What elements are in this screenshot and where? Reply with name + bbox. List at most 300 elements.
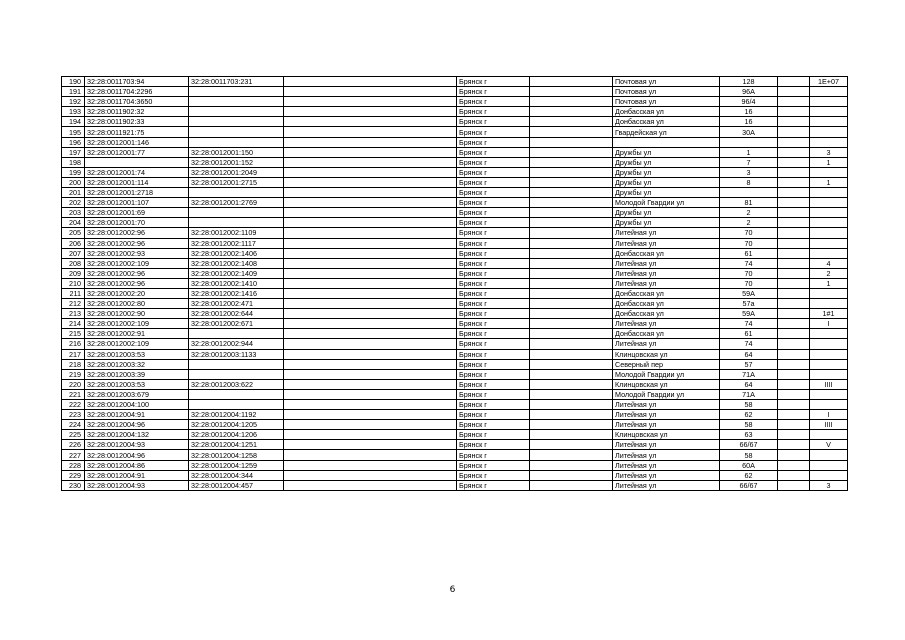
blank-cell-cell: [284, 198, 457, 208]
blank-cell-cell: [284, 218, 457, 228]
house-number-cell: 96/4: [720, 97, 778, 107]
extra-value-cell: [810, 299, 848, 309]
cadastral-number-cell: 32:28:0012003:39: [85, 369, 189, 379]
city-cell: Брянск г: [457, 208, 530, 218]
cadastral-number-cell: 32:28:0011902:32: [85, 107, 189, 117]
blank-cell-cell: [530, 157, 613, 167]
table-body: [62, 77, 848, 491]
blank-cell-cell: [284, 379, 457, 389]
extra-value-cell: I: [810, 319, 848, 329]
blank-cell-cell: [530, 238, 613, 248]
linked-cadastral-number-cell: 32:28:0012003:1133: [189, 349, 284, 359]
blank-cell-cell: [778, 480, 810, 490]
blank-cell-cell: [284, 369, 457, 379]
blank-cell-cell: [778, 420, 810, 430]
street-cell: Клинцовская ул: [613, 349, 720, 359]
row-number-cell: 218: [62, 359, 85, 369]
linked-cadastral-number-cell: 32:28:0012002:944: [189, 339, 284, 349]
row-number-cell: 201: [62, 188, 85, 198]
table-row: [62, 299, 848, 309]
house-number-cell: 70: [720, 268, 778, 278]
blank-cell-cell: [284, 288, 457, 298]
linked-cadastral-number-cell: [189, 208, 284, 218]
street-cell: Литейная ул: [613, 319, 720, 329]
table-row: [62, 198, 848, 208]
blank-cell-cell: [530, 218, 613, 228]
blank-cell-cell: [284, 430, 457, 440]
house-number-cell: 61: [720, 248, 778, 258]
table-row: [62, 319, 848, 329]
city-cell: Брянск г: [457, 198, 530, 208]
street-cell: Клинцовская ул: [613, 379, 720, 389]
street-cell: Литейная ул: [613, 278, 720, 288]
table-row: [62, 127, 848, 137]
cadastral-number-cell: 32:28:0011921:75: [85, 127, 189, 137]
row-number-cell: 227: [62, 450, 85, 460]
extra-value-cell: 1: [810, 157, 848, 167]
cadastral-number-cell: 32:28:0012003:53: [85, 349, 189, 359]
house-number-cell: 8: [720, 177, 778, 187]
row-number-cell: 225: [62, 430, 85, 440]
table-row: [62, 359, 848, 369]
blank-cell-cell: [284, 400, 457, 410]
row-number-cell: 214: [62, 319, 85, 329]
linked-cadastral-number-cell: 32:28:0012002:1410: [189, 278, 284, 288]
blank-cell-cell: [778, 369, 810, 379]
blank-cell-cell: [778, 268, 810, 278]
house-number-cell: 66/67: [720, 480, 778, 490]
house-number-cell: 63: [720, 430, 778, 440]
extra-value-cell: [810, 349, 848, 359]
extra-value-cell: [810, 238, 848, 248]
blank-cell-cell: [284, 248, 457, 258]
cadastral-number-cell: 32:28:0012001:146: [85, 137, 189, 147]
house-number-cell: 57а: [720, 299, 778, 309]
street-cell: Северный пер: [613, 359, 720, 369]
cadastral-number-cell: 32:28:0012002:93: [85, 248, 189, 258]
street-cell: Донбасская ул: [613, 248, 720, 258]
blank-cell-cell: [530, 117, 613, 127]
extra-value-cell: [810, 470, 848, 480]
linked-cadastral-number-cell: [189, 87, 284, 97]
row-number-cell: 190: [62, 77, 85, 87]
row-number-cell: 200: [62, 177, 85, 187]
cadastral-number-cell: 32:28:0012004:93: [85, 480, 189, 490]
house-number-cell: 62: [720, 470, 778, 480]
street-cell: Донбасская ул: [613, 288, 720, 298]
linked-cadastral-number-cell: 32:28:0012003:622: [189, 379, 284, 389]
blank-cell-cell: [778, 349, 810, 359]
street-cell: Литейная ул: [613, 480, 720, 490]
street-cell: Литейная ул: [613, 450, 720, 460]
blank-cell-cell: [530, 339, 613, 349]
blank-cell-cell: [530, 329, 613, 339]
blank-cell-cell: [284, 309, 457, 319]
street-cell: Литейная ул: [613, 400, 720, 410]
house-number-cell: 70: [720, 278, 778, 288]
row-number-cell: 194: [62, 117, 85, 127]
street-cell: Литейная ул: [613, 440, 720, 450]
linked-cadastral-number-cell: [189, 329, 284, 339]
blank-cell-cell: [284, 410, 457, 420]
linked-cadastral-number-cell: 32:28:0012004:344: [189, 470, 284, 480]
extra-value-cell: [810, 460, 848, 470]
linked-cadastral-number-cell: [189, 389, 284, 399]
city-cell: Брянск г: [457, 97, 530, 107]
cadastral-number-cell: 32:28:0012004:91: [85, 410, 189, 420]
table-row: [62, 430, 848, 440]
table-row: [62, 450, 848, 460]
blank-cell-cell: [530, 389, 613, 399]
cadastral-number-cell: 32:28:0012002:96: [85, 278, 189, 288]
row-number-cell: 226: [62, 440, 85, 450]
linked-cadastral-number-cell: [189, 127, 284, 137]
blank-cell-cell: [284, 228, 457, 238]
cadastral-number-cell: 32:28:0012002:20: [85, 288, 189, 298]
extra-value-cell: [810, 339, 848, 349]
house-number-cell: 96А: [720, 87, 778, 97]
blank-cell-cell: [530, 278, 613, 288]
extra-value-cell: [810, 137, 848, 147]
table-row: [62, 188, 848, 198]
blank-cell-cell: [530, 369, 613, 379]
house-number-cell: 59А: [720, 309, 778, 319]
table-row: [62, 117, 848, 127]
table-row: [62, 339, 848, 349]
street-cell: Литейная ул: [613, 258, 720, 268]
table-row: [62, 369, 848, 379]
street-cell: Дружбы ул: [613, 208, 720, 218]
blank-cell-cell: [284, 329, 457, 339]
blank-cell-cell: [778, 147, 810, 157]
linked-cadastral-number-cell: 32:28:0012004:1258: [189, 450, 284, 460]
table-row: [62, 460, 848, 470]
cadastral-number-cell: 32:28:0012002:90: [85, 309, 189, 319]
city-cell: Брянск г: [457, 87, 530, 97]
city-cell: Брянск г: [457, 420, 530, 430]
linked-cadastral-number-cell: 32:28:0012004:457: [189, 480, 284, 490]
row-number-cell: 208: [62, 258, 85, 268]
blank-cell-cell: [530, 410, 613, 420]
blank-cell-cell: [284, 188, 457, 198]
row-number-cell: 220: [62, 379, 85, 389]
blank-cell-cell: [778, 127, 810, 137]
cadastral-number-cell: 32:28:0012001:70: [85, 218, 189, 228]
house-number-cell: 58: [720, 420, 778, 430]
street-cell: Донбасская ул: [613, 299, 720, 309]
row-number-cell: 221: [62, 389, 85, 399]
cadastral-number-cell: 32:28:0012002:80: [85, 299, 189, 309]
row-number-cell: 229: [62, 470, 85, 480]
table-row: [62, 420, 848, 430]
cadastral-number-cell: 32:28:0012001:69: [85, 208, 189, 218]
blank-cell-cell: [530, 450, 613, 460]
table-row: [62, 268, 848, 278]
table-row: [62, 470, 848, 480]
extra-value-cell: IIII: [810, 379, 848, 389]
blank-cell-cell: [778, 319, 810, 329]
cadastral-table: [61, 76, 848, 491]
row-number-cell: 209: [62, 268, 85, 278]
row-number-cell: 224: [62, 420, 85, 430]
blank-cell-cell: [778, 410, 810, 420]
street-cell: Донбасская ул: [613, 329, 720, 339]
street-cell: Дружбы ул: [613, 147, 720, 157]
row-number-cell: 222: [62, 400, 85, 410]
city-cell: Брянск г: [457, 278, 530, 288]
street-cell: Дружбы ул: [613, 188, 720, 198]
table-row: [62, 288, 848, 298]
street-cell: Донбасская ул: [613, 117, 720, 127]
row-number-cell: 199: [62, 167, 85, 177]
blank-cell-cell: [778, 188, 810, 198]
house-number-cell: [720, 188, 778, 198]
house-number-cell: 128: [720, 77, 778, 87]
blank-cell-cell: [530, 107, 613, 117]
blank-cell-cell: [530, 147, 613, 157]
blank-cell-cell: [530, 188, 613, 198]
linked-cadastral-number-cell: 32:28:0012002:1408: [189, 258, 284, 268]
blank-cell-cell: [530, 127, 613, 137]
blank-cell-cell: [778, 460, 810, 470]
blank-cell-cell: [778, 87, 810, 97]
extra-value-cell: [810, 127, 848, 137]
house-number-cell: 71А: [720, 389, 778, 399]
blank-cell-cell: [778, 288, 810, 298]
blank-cell-cell: [284, 87, 457, 97]
row-number-cell: 216: [62, 339, 85, 349]
city-cell: Брянск г: [457, 319, 530, 329]
house-number-cell: 16: [720, 117, 778, 127]
street-cell: Литейная ул: [613, 268, 720, 278]
linked-cadastral-number-cell: 32:28:0012002:644: [189, 309, 284, 319]
blank-cell-cell: [530, 420, 613, 430]
row-number-cell: 197: [62, 147, 85, 157]
city-cell: Брянск г: [457, 117, 530, 127]
cadastral-number-cell: 32:28:0012001:77: [85, 147, 189, 157]
street-cell: Почтовая ул: [613, 97, 720, 107]
cadastral-number-cell: 32:28:0012002:96: [85, 238, 189, 248]
city-cell: Брянск г: [457, 188, 530, 198]
blank-cell-cell: [530, 430, 613, 440]
extra-value-cell: 1: [810, 177, 848, 187]
row-number-cell: 195: [62, 127, 85, 137]
extra-value-cell: 3: [810, 480, 848, 490]
house-number-cell: 7: [720, 157, 778, 167]
blank-cell-cell: [778, 157, 810, 167]
street-cell: Почтовая ул: [613, 77, 720, 87]
table-row: [62, 97, 848, 107]
cadastral-number-cell: 32:28:0012001:107: [85, 198, 189, 208]
table-row: [62, 208, 848, 218]
cadastral-number-cell: 32:28:0012004:96: [85, 450, 189, 460]
row-number-cell: 196: [62, 137, 85, 147]
linked-cadastral-number-cell: 32:28:0012001:2049: [189, 167, 284, 177]
extra-value-cell: [810, 450, 848, 460]
house-number-cell: 58: [720, 450, 778, 460]
street-cell: Дружбы ул: [613, 167, 720, 177]
table-row: [62, 167, 848, 177]
blank-cell-cell: [284, 359, 457, 369]
extra-value-cell: 3: [810, 147, 848, 157]
city-cell: Брянск г: [457, 410, 530, 420]
blank-cell-cell: [284, 167, 457, 177]
cadastral-number-cell: 32:28:0012002:96: [85, 228, 189, 238]
house-number-cell: 30А: [720, 127, 778, 137]
linked-cadastral-number-cell: [189, 369, 284, 379]
cadastral-number-cell: 32:28:0012002:91: [85, 329, 189, 339]
blank-cell-cell: [530, 400, 613, 410]
table-row: [62, 278, 848, 288]
house-number-cell: 59А: [720, 288, 778, 298]
table-row: [62, 379, 848, 389]
blank-cell-cell: [530, 288, 613, 298]
blank-cell-cell: [778, 329, 810, 339]
row-number-cell: 205: [62, 228, 85, 238]
city-cell: Брянск г: [457, 359, 530, 369]
linked-cadastral-number-cell: [189, 97, 284, 107]
blank-cell-cell: [284, 349, 457, 359]
linked-cadastral-number-cell: [189, 400, 284, 410]
row-number-cell: 215: [62, 329, 85, 339]
street-cell: Молодой Гвардии ул: [613, 198, 720, 208]
linked-cadastral-number-cell: [189, 188, 284, 198]
table-row: [62, 400, 848, 410]
house-number-cell: 1: [720, 147, 778, 157]
extra-value-cell: 1E+07: [810, 77, 848, 87]
street-cell: Донбасская ул: [613, 107, 720, 117]
house-number-cell: 81: [720, 198, 778, 208]
table-row: [62, 410, 848, 420]
cadastral-number-cell: 32:28:0012001:74: [85, 167, 189, 177]
city-cell: Брянск г: [457, 248, 530, 258]
extra-value-cell: [810, 288, 848, 298]
house-number-cell: 61: [720, 329, 778, 339]
house-number-cell: 58: [720, 400, 778, 410]
blank-cell-cell: [284, 440, 457, 450]
cadastral-number-cell: 32:28:0012004:100: [85, 400, 189, 410]
row-number-cell: 230: [62, 480, 85, 490]
city-cell: Брянск г: [457, 329, 530, 339]
linked-cadastral-number-cell: 32:28:0012001:152: [189, 157, 284, 167]
blank-cell-cell: [530, 440, 613, 450]
extra-value-cell: [810, 198, 848, 208]
extra-value-cell: [810, 167, 848, 177]
linked-cadastral-number-cell: 32:28:0012004:1259: [189, 460, 284, 470]
linked-cadastral-number-cell: 32:28:0012002:471: [189, 299, 284, 309]
linked-cadastral-number-cell: 32:28:0012002:1406: [189, 248, 284, 258]
street-cell: Дружбы ул: [613, 218, 720, 228]
extra-value-cell: [810, 208, 848, 218]
blank-cell-cell: [530, 258, 613, 268]
city-cell: Брянск г: [457, 147, 530, 157]
city-cell: Брянск г: [457, 218, 530, 228]
city-cell: Брянск г: [457, 228, 530, 238]
house-number-cell: 74: [720, 258, 778, 268]
linked-cadastral-number-cell: [189, 117, 284, 127]
blank-cell-cell: [778, 107, 810, 117]
city-cell: Брянск г: [457, 389, 530, 399]
house-number-cell: 60А: [720, 460, 778, 470]
blank-cell-cell: [284, 450, 457, 460]
street-cell: Литейная ул: [613, 339, 720, 349]
cadastral-number-cell: 32:28:0011902:33: [85, 117, 189, 127]
table-row: [62, 248, 848, 258]
city-cell: Брянск г: [457, 77, 530, 87]
blank-cell-cell: [778, 208, 810, 218]
street-cell: Гвардейская ул: [613, 127, 720, 137]
extra-value-cell: 1#1: [810, 309, 848, 319]
city-cell: Брянск г: [457, 137, 530, 147]
cadastral-number-cell: 32:28:0012004:93: [85, 440, 189, 450]
city-cell: Брянск г: [457, 309, 530, 319]
extra-value-cell: [810, 329, 848, 339]
linked-cadastral-number-cell: 32:28:0012002:1109: [189, 228, 284, 238]
linked-cadastral-number-cell: 32:28:0011703:231: [189, 77, 284, 87]
blank-cell-cell: [778, 137, 810, 147]
blank-cell-cell: [530, 379, 613, 389]
blank-cell-cell: [284, 238, 457, 248]
city-cell: Брянск г: [457, 440, 530, 450]
table-row: [62, 238, 848, 248]
blank-cell-cell: [284, 420, 457, 430]
cadastral-number-cell: 32:28:0012003:679: [85, 389, 189, 399]
blank-cell-cell: [778, 450, 810, 460]
cadastral-number-cell: 32:28:0012003:53: [85, 379, 189, 389]
cadastral-number-cell: 32:28:0012002:109: [85, 258, 189, 268]
city-cell: Брянск г: [457, 157, 530, 167]
row-number-cell: 207: [62, 248, 85, 258]
street-cell: Почтовая ул: [613, 87, 720, 97]
table-row: [62, 137, 848, 147]
street-cell: Молодой Гвардии ул: [613, 389, 720, 399]
house-number-cell: 71А: [720, 369, 778, 379]
linked-cadastral-number-cell: 32:28:0012004:1205: [189, 420, 284, 430]
city-cell: Брянск г: [457, 349, 530, 359]
row-number-cell: 212: [62, 299, 85, 309]
blank-cell-cell: [530, 470, 613, 480]
blank-cell-cell: [778, 258, 810, 268]
street-cell: Литейная ул: [613, 410, 720, 420]
city-cell: Брянск г: [457, 127, 530, 137]
blank-cell-cell: [284, 460, 457, 470]
extra-value-cell: [810, 369, 848, 379]
linked-cadastral-number-cell: 32:28:0012002:1409: [189, 268, 284, 278]
blank-cell-cell: [530, 167, 613, 177]
blank-cell-cell: [530, 77, 613, 87]
blank-cell-cell: [284, 97, 457, 107]
table-row: [62, 147, 848, 157]
extra-value-cell: [810, 359, 848, 369]
blank-cell-cell: [778, 299, 810, 309]
row-number-cell: 203: [62, 208, 85, 218]
blank-cell-cell: [778, 117, 810, 127]
cadastral-number-cell: [85, 157, 189, 167]
table-row: [62, 87, 848, 97]
house-number-cell: 70: [720, 228, 778, 238]
blank-cell-cell: [284, 268, 457, 278]
row-number-cell: 211: [62, 288, 85, 298]
street-cell: Клинцовская ул: [613, 430, 720, 440]
blank-cell-cell: [284, 339, 457, 349]
street-cell: Дружбы ул: [613, 157, 720, 167]
blank-cell-cell: [284, 319, 457, 329]
blank-cell-cell: [530, 268, 613, 278]
cadastral-number-cell: 32:28:0012002:109: [85, 319, 189, 329]
blank-cell-cell: [778, 470, 810, 480]
linked-cadastral-number-cell: 32:28:0012002:1117: [189, 238, 284, 248]
extra-value-cell: [810, 188, 848, 198]
